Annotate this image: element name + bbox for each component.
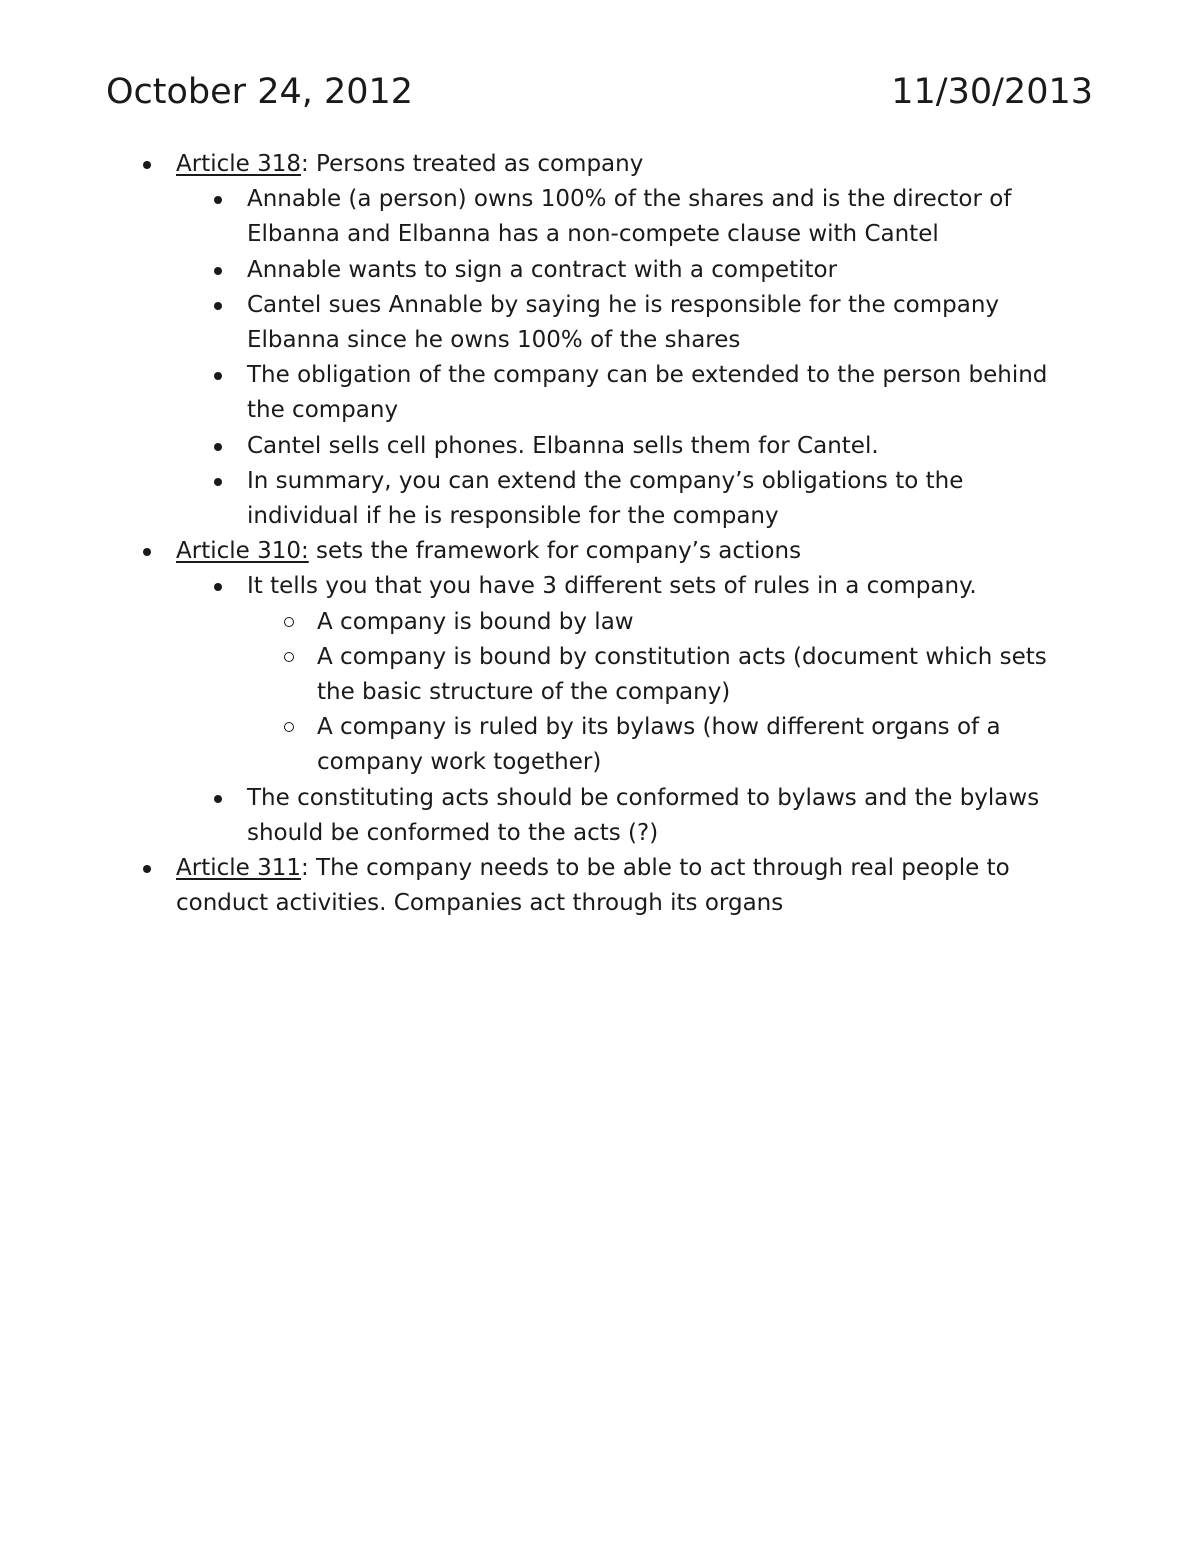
bullet-icon (214, 583, 222, 591)
list-item-text: Annable (a person) owns 100% of the shares and is the director of Elbanna and Elbanna has a non-compete clause with Cantel (247, 186, 1012, 248)
list-item (247, 429, 1062, 464)
article-311-text: : The company needs to be able to act through real people to conduct activities. Companies act through its organs (176, 855, 1010, 917)
sub-list-item (317, 605, 1062, 640)
bullet-icon (214, 795, 222, 803)
list-item (247, 464, 1062, 534)
list-item-text: The constituting acts should be conformed to bylaws and the bylaws should be conformed to the acts (?) (247, 784, 1040, 846)
sub-list-item-text: A company is bound by law (317, 608, 634, 635)
bullet-icon (214, 443, 222, 451)
article-318-title: Article 318 (176, 151, 301, 177)
bullet-icon (214, 196, 222, 204)
bullet-icon (214, 372, 222, 380)
bullet-icon (214, 267, 222, 275)
article-311-title: Article 311 (176, 855, 301, 882)
sub-list-item (317, 710, 1062, 780)
article-310-title: Article 310: (176, 538, 309, 565)
bullet-icon (143, 548, 151, 556)
circle-bullet-icon (284, 617, 294, 627)
bullet-icon (214, 302, 222, 310)
list-item (247, 781, 1062, 851)
article-310-text: sets the framework for company’s actions (308, 538, 802, 565)
bullet-icon (214, 478, 222, 486)
list-item (247, 569, 1062, 604)
date-right: 11/30/2013 (891, 72, 1093, 112)
list-item (247, 182, 1062, 252)
list-item-text: Cantel sues Annable by saying he is responsible for the company Elbanna since he owns 100% of the shares (247, 291, 1000, 354)
circle-bullet-icon (284, 722, 294, 732)
sub-list-item-text: A company is ruled by its bylaws (how different organs of a company work together) (317, 714, 1001, 776)
list-item-text: The obligation of the company can be extended to the person behind the company (247, 362, 1048, 424)
list-item-article-310 (176, 534, 1056, 569)
list-item-text: It tells you that you have 3 different sets of rules in a company. (247, 573, 977, 600)
date-left: October 24, 2012 (106, 72, 414, 112)
list-item-text: Cantel sells cell phones. Elbanna sells them for Cantel. (247, 432, 879, 459)
sub-list-item (317, 640, 1062, 710)
article-318-text: : Persons treated as company (301, 151, 644, 177)
circle-bullet-icon (284, 652, 294, 662)
list-item-article-311 (176, 851, 1056, 921)
list-item-article-318 (176, 147, 1056, 182)
list-item-text: Annable wants to sign a contract with a competitor (247, 256, 838, 283)
list-item (247, 288, 1062, 358)
bullet-icon (143, 161, 151, 169)
bullet-icon (143, 865, 151, 873)
list-item (247, 253, 1062, 288)
notes-list (0, 147, 1200, 921)
list-item (247, 358, 1062, 428)
list-item-text: In summary, you can extend the company’s obligations to the individual if he is responsible for the company (247, 467, 964, 530)
sub-list-item-text: A company is bound by constitution acts (document which sets the basic structure of the company) (317, 643, 1047, 706)
